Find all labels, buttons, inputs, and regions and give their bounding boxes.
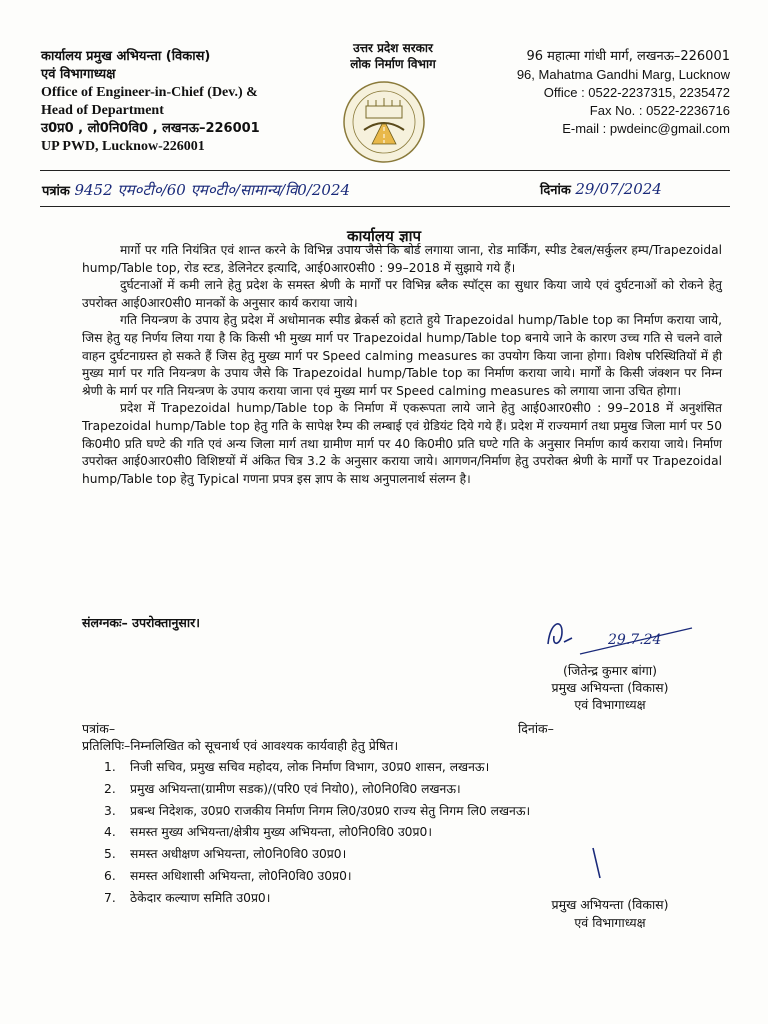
paragraph-4: प्रदेश में Trapezoidal hump/Table top के निर्माण में एकरूपता लाये जाने हेतु आई0आर0सी0 : 99–2018 में अनुशंसित Trapezoidal hump/Table top हेतु गति के सापेक्ष रैम्प की लम्बाई एवं ग्रेडियंट दिये गये हैं। प्रदेश में राज्यमार्ग तथा प्रमुख जिला मार्ग पर 50 कि0मी0 प्रति घण्टे की गति एवं अन्य जिला मार्ग तथा ग्रामीण मार्ग पर 40 कि0मी0 प्रति घण्टे गति के अनुसार निर्माण कार्य कराया जाये। निर्माण उपरोक्त आई0आर0सी0 विशिष्टयों में अंकित चित्र 3.2 के अनुसार कराया जाये। आगणन/निर्माण हेतु उपरोक्त श्रेणी के मार्गों पर Trapezoidal hump/Table top हेतु Typical गणना प्रपत्र इस ज्ञाप के साथ अनुपालनार्थ संलग्न है। bbox=[82, 401, 722, 486]
address-hindi: उ0प्र0 , लो0नि0वि0 , लखनऊ–226001 bbox=[41, 121, 260, 136]
header-divider-bottom bbox=[40, 206, 730, 207]
copy-signatory-department: एवं विभागाध्यक्ष bbox=[574, 915, 646, 930]
list-item bbox=[104, 801, 530, 823]
signatory-designation: प्रमुख अभियन्ता (विकास) bbox=[551, 680, 669, 695]
list-item bbox=[104, 866, 530, 888]
header-right-block bbox=[468, 48, 730, 138]
list-item bbox=[104, 822, 530, 844]
list-item bbox=[104, 757, 530, 779]
header-left-block bbox=[41, 48, 331, 156]
reference-number: 9452 एम०टी०/60 एम०टी०/सामान्य/वि0/2024 bbox=[74, 181, 351, 199]
list-item bbox=[104, 888, 530, 910]
initial-pen-mark bbox=[590, 846, 604, 880]
list-item-text: प्रमुख अभियन्ता(ग्रामीण सडक)/(परि0 एवं नियो0), लो0नि0वि0 लखनऊ। bbox=[130, 781, 461, 796]
list-item bbox=[104, 844, 530, 866]
address-english: UP PWD, Lucknow-226001 bbox=[41, 139, 205, 154]
signature-date: 29.7.24 bbox=[608, 632, 662, 648]
list-item-number: 3. bbox=[104, 803, 116, 818]
list-item-text: समस्त अधिशासी अभियन्ता, लो0नि0वि0 उ0प्र0। bbox=[130, 868, 352, 883]
list-item bbox=[104, 779, 530, 801]
list-item-text: समस्त अधीक्षण अभियन्ता, लो0नि0वि0 उ0प्र0। bbox=[130, 847, 347, 862]
address-hindi-right: 96 महात्मा गांधी मार्ग, लखनऊ–226001 bbox=[526, 49, 730, 64]
list-item-number: 6. bbox=[104, 868, 116, 883]
list-item-number: 2. bbox=[104, 781, 116, 796]
department-head-hindi: एवं विभागाध्यक्ष bbox=[41, 67, 116, 82]
list-item-number: 4. bbox=[104, 825, 116, 840]
address-english-right: 96, Mahatma Gandhi Marg, Lucknow bbox=[516, 67, 730, 82]
header-center-block bbox=[318, 40, 468, 72]
office-phone: Office : 0522-2237315, 2235472 bbox=[543, 85, 730, 100]
fax-number: Fax No. : 0522-2236716 bbox=[589, 103, 730, 118]
copy-signatory-designation: प्रमुख अभियन्ता (विकास) bbox=[551, 897, 669, 912]
signatory-name: (जितेन्द्र कुमार बांगा) bbox=[563, 663, 657, 678]
department-name: लोक निर्माण विभाग bbox=[350, 57, 436, 71]
email-address: E-mail : pwdeinc@gmail.com bbox=[562, 121, 730, 136]
reference-line bbox=[42, 180, 350, 200]
signatory-block bbox=[520, 662, 700, 713]
government-name: उत्तर प्रदेश सरकार bbox=[353, 41, 433, 55]
list-item-text: निजी सचिव, प्रमुख सचिव महोदय, लोक निर्माण विभाग, उ0प्र0 शासन, लखनऊ। bbox=[130, 760, 490, 774]
office-name-hindi: कार्यालय प्रमुख अभियन्ता (विकास) bbox=[41, 49, 211, 64]
memo-title-text: कार्यालय ज्ञाप bbox=[346, 227, 422, 245]
signatory-department: एवं विभागाध्यक्ष bbox=[574, 697, 646, 712]
date-label: दिनांक bbox=[540, 183, 571, 198]
list-item-number: 1. bbox=[104, 760, 116, 774]
copy-heading: प्रतिलिपिः–निम्नलिखित को सूचनार्थ एवं आवश्यक कार्यवाही हेतु प्रेषित। bbox=[82, 738, 399, 753]
paragraph-2: दुर्घटनाओं में कमी लाने हेतु प्रदेश के समस्त श्रेणी के मार्गों पर विभिन्न ब्लैक स्पॉट्स का सुधार किया जाये एवं दुर्घटनाओं को रोकने हेतु उपरोक्त आई0आर0सी0 मानकों के अनुसार कार्य कराया जाये। bbox=[82, 278, 722, 310]
memo-body bbox=[82, 242, 722, 488]
paragraph-1: मार्गो पर गति नियंत्रित एवं शान्त करने के विभिन्न उपाय जैसे कि बोर्ड लगाया जाना, रोड मार्किंग, स्पीड टेबल/सर्कुलर हम्प/Trapezoidal hump/Table top, रोड स्टड, डेलिनेटर इत्यादि, आई0आर0सी0 : 99–2018 में सुझाये गये हैं। bbox=[82, 243, 722, 275]
date-line bbox=[540, 180, 662, 198]
enclosure-note: संलग्नकः– उपरोक्तानुसार। bbox=[82, 615, 200, 630]
copy-reference-label: पत्रांक– bbox=[82, 721, 116, 736]
list-item-number: 7. bbox=[104, 890, 116, 905]
list-item-text: ठेकेदार कल्याण समिति उ0प्र0। bbox=[130, 890, 271, 905]
office-name-english: Office of Engineer-in-Chief (Dev.) & bbox=[41, 85, 258, 100]
list-item-text: प्रबन्ध निदेशक, उ0प्र0 राजकीय निर्माण निगम लि0/उ0प्र0 राज्य सेतु निगम लि0 लखनऊ। bbox=[130, 803, 531, 818]
paragraph-3: गति नियन्त्रण के उपाय हेतु प्रदेश में अधोमानक स्पीड ब्रेकर्स को हटाते हुये Trapezoidal hump/Table top का निर्माण कराया जाये, जिस हेतु यह निर्णय लिया गया है कि किसी भी मुख्य मार्ग पर Trapezoidal hump/Table top बनाये जाने के कारण उच्च गति से चलने वाले वाहन दुर्घटनाग्रस्त हो सकते हैं जिस हेतु मुख्य मार्ग पर Speed calming measures का उपयोग किया जाना होगा। विशेष परिस्थितियों में ही मुख्य मार्ग पर गति नियन्त्रण के उपाय जैसे कि Trapezoidal hump/Table top का निर्माण कराया जाये। मार्गों के किसी जंक्शन पर निम्न श्रेणी के मार्ग पर गति नियन्त्रण के उपाय कराया जाना एवं मुख्य मार्ग पर Speed calming measures को लगाया जाना उचित होगा। bbox=[82, 313, 722, 398]
department-head-english: Head of Department bbox=[41, 103, 164, 118]
pwd-seal-logo bbox=[342, 80, 426, 164]
list-item-text: समस्त मुख्य अभियन्ता/क्षेत्रीय मुख्य अभियन्ता, लो0नि0वि0 उ0प्र0। bbox=[130, 825, 432, 840]
handwritten-signature bbox=[540, 614, 700, 664]
copy-signatory-block bbox=[520, 896, 700, 932]
date-value: 29/07/2024 bbox=[575, 180, 662, 198]
header-divider-top bbox=[40, 170, 730, 171]
copy-date-label: दिनांक– bbox=[518, 721, 554, 736]
copy-recipient-list bbox=[104, 757, 530, 910]
list-item-number: 5. bbox=[104, 847, 116, 862]
reference-label: पत्रांक bbox=[42, 184, 70, 199]
